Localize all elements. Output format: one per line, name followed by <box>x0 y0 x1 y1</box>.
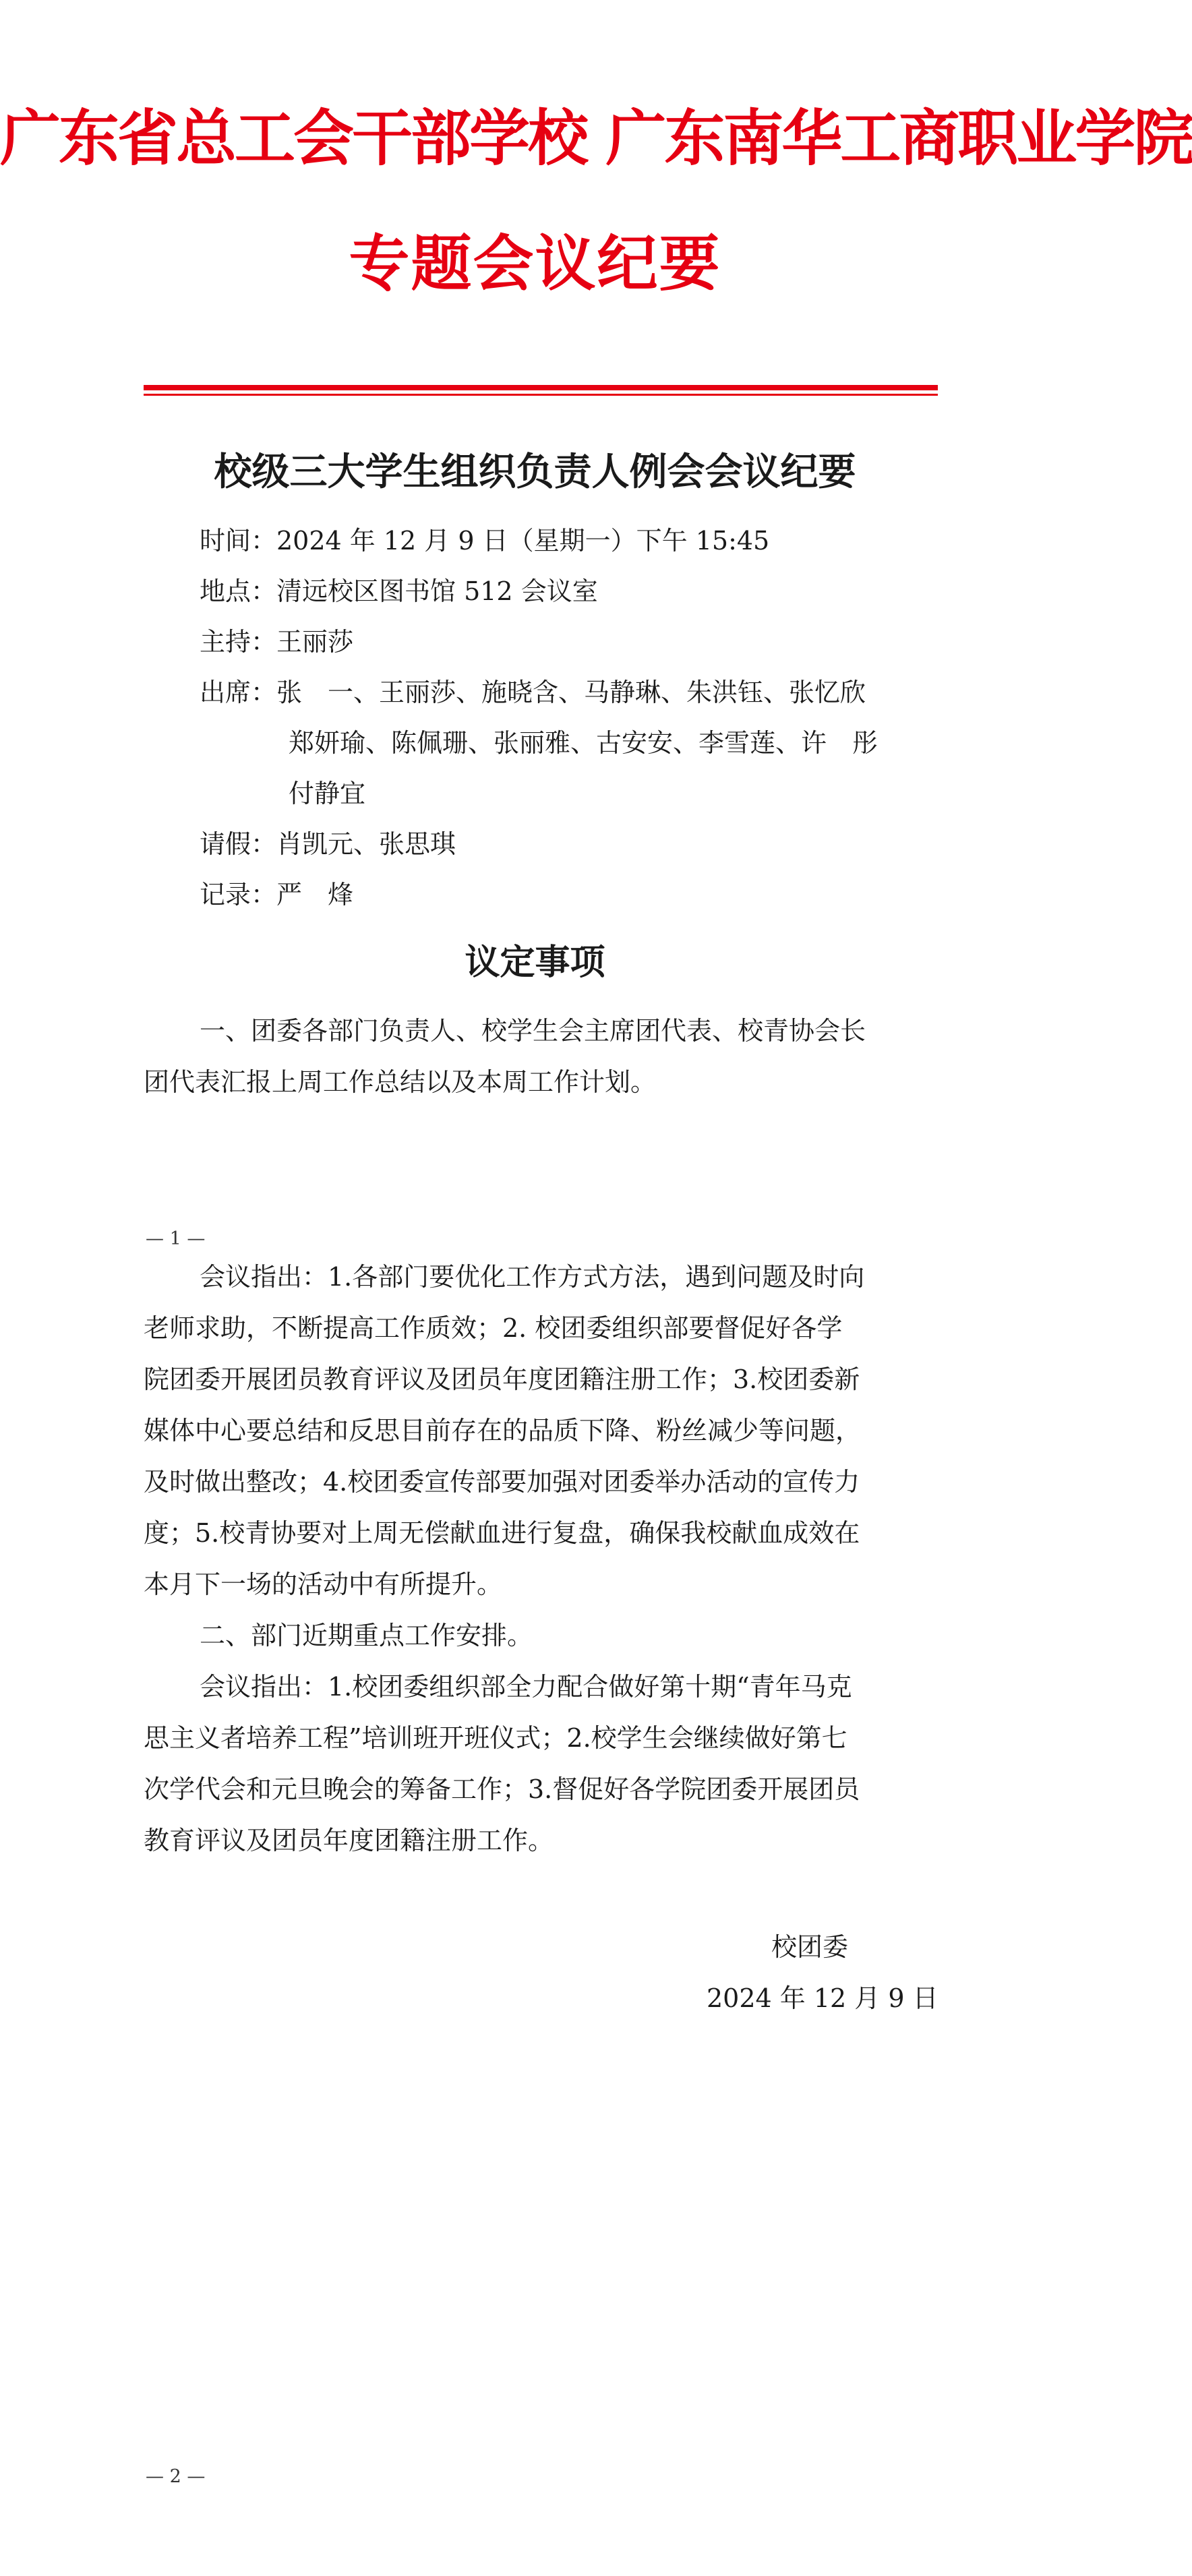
item1-notes-line5: 及时做出整改；4.校团委宣传部要加强对团委举办活动的宣传力 <box>144 1467 860 1497</box>
page-number-1: — 1 — <box>146 1228 206 1249</box>
header-divider-thick <box>144 385 938 390</box>
item1-notes-line2: 老师求助，不断提高工作质效；2. 校团委组织部要督促好各学 <box>144 1313 843 1343</box>
meeting-recorder: 记录：严 烽 <box>200 880 354 909</box>
meeting-attendees-line3: 付静宜 <box>289 779 366 808</box>
item2-line4: 教育评议及团员年度团籍注册工作。 <box>144 1826 554 1855</box>
item1-line1: 一、团委各部门负责人、校学生会主席团代表、校青协会长 <box>200 1016 866 1046</box>
item2-heading: 二、部门近期重点工作安排。 <box>200 1621 533 1650</box>
signature-org: 校团委 <box>771 1932 849 1962</box>
item1-line2: 团代表汇报上周工作总结以及本周工作计划。 <box>144 1067 657 1097</box>
meeting-attendees-line2: 郑妍瑜、陈佩珊、张丽雅、古安安、李雪莲、许 彤 <box>289 728 878 758</box>
item1-notes-line7: 本月下一场的活动中有所提升。 <box>144 1569 503 1599</box>
item1-notes-line3: 院团委开展团员教育评议及团员年度团籍注册工作；3.校团委新 <box>144 1365 860 1394</box>
header-divider-thin <box>144 394 938 396</box>
section-heading: 议定事项 <box>465 942 605 983</box>
meeting-host: 主持：王丽莎 <box>200 627 354 657</box>
item1-notes-line4: 媒体中心要总结和反思目前存在的品质下降、粉丝减少等问题， <box>144 1416 862 1445</box>
document-title: 校级三大学生组织负责人例会会议纪要 <box>214 450 856 494</box>
item2-line2: 思主义者培养工程”培训班开班仪式；2.校学生会继续做好第七 <box>144 1723 847 1753</box>
page-number-2: — 2 — <box>146 2466 206 2487</box>
item2-line1: 会议指出：1.校团委组织部全力配合做好第十期“青年马克 <box>200 1672 852 1702</box>
meeting-time: 时间：2024 年 12 月 9 日（星期一）下午 15:45 <box>200 526 770 556</box>
meeting-attendees-line1: 出席：张 一、王丽莎、施晓含、马静琳、朱洪钰、张忆欣 <box>200 678 866 707</box>
item1-notes-line1: 会议指出：1.各部门要优化工作方式方法，遇到问题及时向 <box>200 1262 865 1292</box>
meeting-leave: 请假：肖凯元、张思琪 <box>200 829 456 859</box>
header-institutions: 广东省总工会干部学校 广东南华工商职业学院 <box>0 103 1192 174</box>
meeting-location: 地点：清远校区图书馆 512 会议室 <box>200 576 598 606</box>
header-document-type: 专题会议纪要 <box>349 229 721 299</box>
item1-notes-line6: 度；5.校青协要对上周无偿献血进行复盘，确保我校献血成效在 <box>144 1518 860 1548</box>
signature-date: 2024 年 12 月 9 日 <box>707 1983 938 2013</box>
item2-line3: 次学代会和元旦晚会的筹备工作；3.督促好各学院团委开展团员 <box>144 1774 860 1804</box>
